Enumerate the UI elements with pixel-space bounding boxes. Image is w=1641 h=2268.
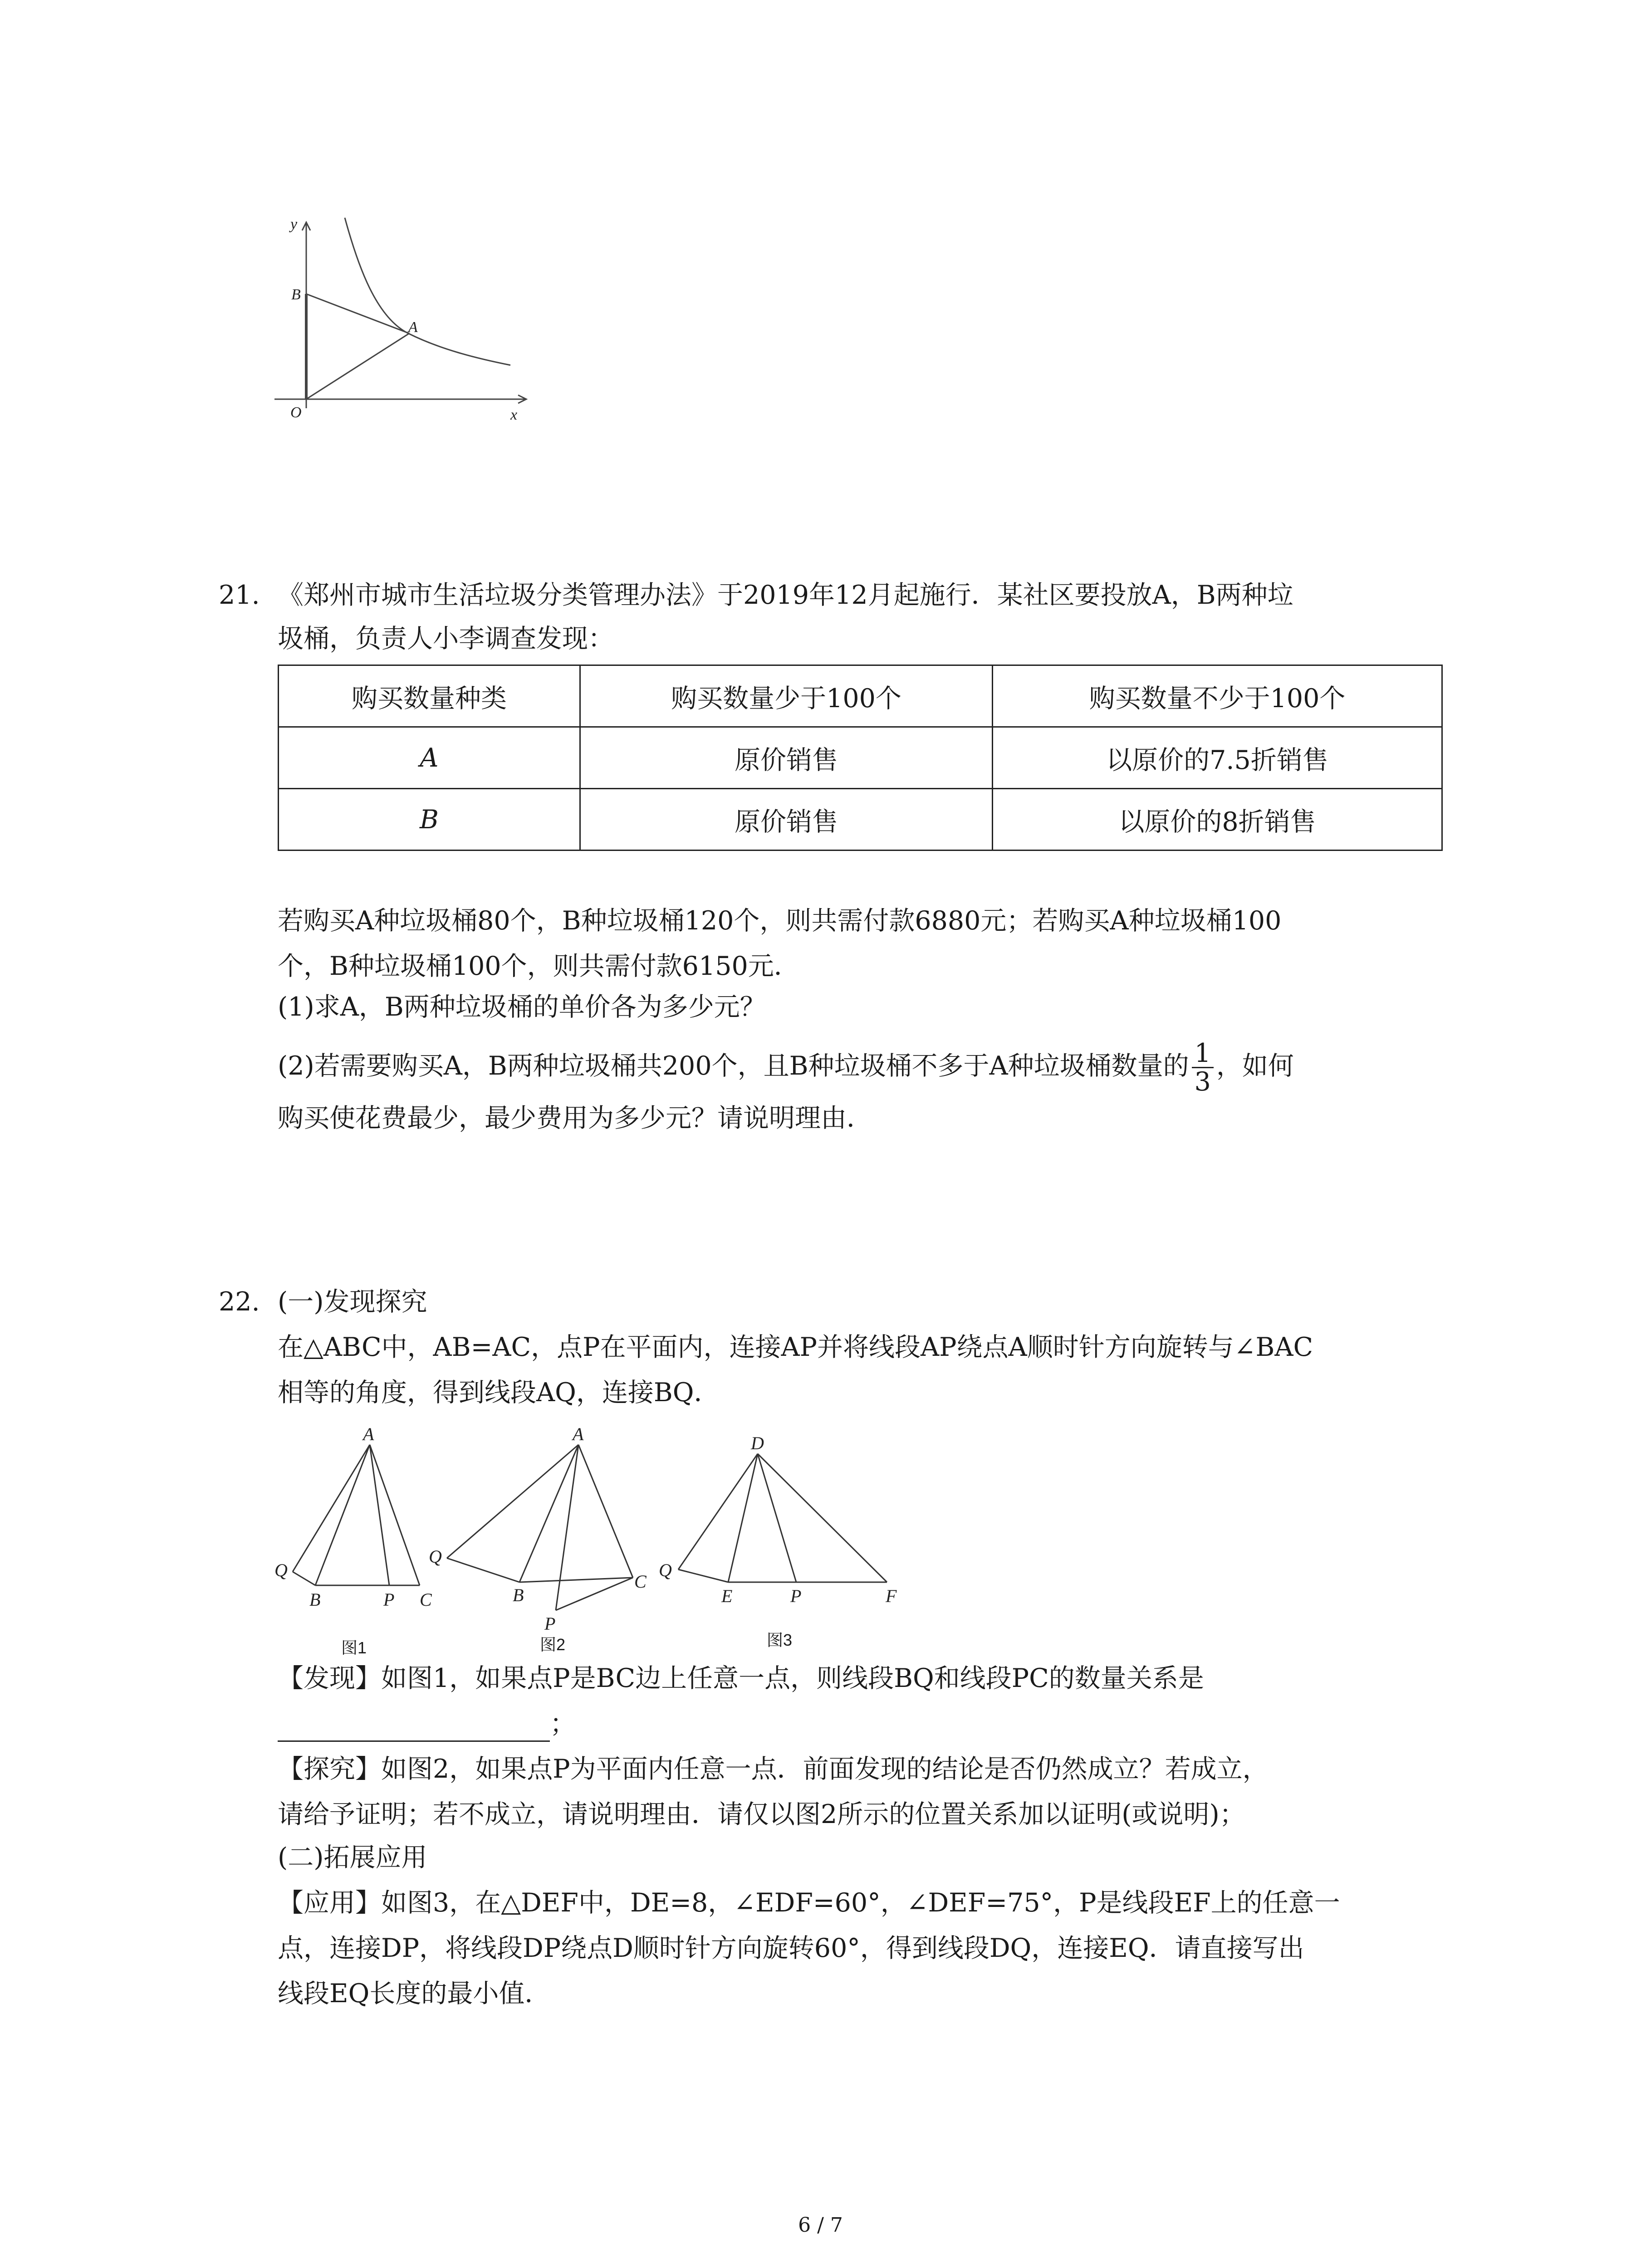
fig1-label-p: P — [383, 1589, 395, 1610]
fig3-label-q: Q — [659, 1560, 672, 1580]
question-21-part-1: (1)求A，B两种垃圾桶的单价各为多少元？ — [278, 992, 766, 1022]
table-header-cell: 购买数量少于100个 — [580, 665, 993, 727]
figures-row — [268, 1420, 926, 1637]
fig1-label-a: A — [363, 1424, 374, 1444]
table-row — [279, 727, 1442, 789]
hyperbola-graph — [263, 213, 544, 440]
fig2-label-p: P — [544, 1613, 556, 1634]
point-b-label: B — [291, 286, 301, 303]
fraction-one-third — [1192, 1040, 1214, 1095]
fig3-label-p: P — [790, 1586, 802, 1606]
figure-1 — [293, 1445, 420, 1585]
table-row — [279, 665, 1442, 727]
explore-line-2: 请给予证明；若不成立，请说明理由．请仅以图2所示的位置关系加以证明(或说明)； — [278, 1799, 1245, 1829]
figure-2-caption: 图2 — [540, 1635, 566, 1654]
x-axis-label: x — [510, 406, 518, 423]
price-table — [278, 665, 1443, 851]
fig1-label-c: C — [420, 1589, 432, 1610]
fig2-label-b: B — [513, 1585, 524, 1605]
table-row — [279, 789, 1442, 850]
fig2-label-a: A — [573, 1424, 584, 1444]
fig3-label-e: E — [721, 1586, 733, 1606]
table-header-cell: 购买数量不少于100个 — [993, 665, 1442, 727]
table-cell: 以原价的7.5折销售 — [993, 727, 1442, 789]
fraction-numerator: 1 — [1192, 1040, 1214, 1068]
table-header-cell: 购买数量种类 — [279, 665, 580, 727]
table-cell: 以原价的8折销售 — [993, 789, 1442, 850]
fig1-label-q: Q — [274, 1560, 288, 1580]
figure-3 — [678, 1454, 887, 1582]
discover-answer-line — [278, 1706, 576, 1742]
fig2-label-q: Q — [429, 1546, 442, 1567]
point-a-label: A — [408, 319, 418, 336]
question-22-heading: (一)发现探究 — [278, 1287, 427, 1317]
page-number: 6 / 7 — [798, 2214, 843, 2237]
part-2-text-end: ，如何 — [1216, 1051, 1294, 1081]
y-axis-label: y — [290, 216, 298, 233]
segment-oa — [306, 333, 409, 399]
fig2-label-c: C — [634, 1571, 647, 1592]
fig3-label-d: D — [751, 1433, 764, 1453]
apply-line-1: 【应用】如图3，在△DEF中，DE=8，∠EDF=60°，∠DEF=75°，P是线段EF上的任意一 — [278, 1888, 1340, 1918]
explore-line-1: 【探究】如图2，如果点P为平面内任意一点．前面发现的结论是否仍然成立？若成立， — [278, 1754, 1269, 1784]
fig3-label-f: F — [886, 1586, 897, 1606]
figure-3-caption: 图3 — [767, 1631, 793, 1649]
apply-line-2: 点，连接DP，将线段DP绕点D顺时针方向旋转60°，得到线段DQ，连接EQ．请直接写出 — [278, 1933, 1304, 1963]
question-22-line-1: 在△ABC中，AB=AC，点P在平面内，连接AP并将线段AP绕点A顺时针方向旋转与∠BAC — [278, 1332, 1313, 1362]
figure-1-caption: 图1 — [341, 1638, 367, 1657]
apply-line-3: 线段EQ长度的最小值． — [278, 1979, 551, 2009]
question-21-part-2-line-2: 购买使花费最少，最少费用为多少元？请说明理由． — [278, 1103, 872, 1133]
fig1-label-b: B — [309, 1589, 321, 1610]
part-2-text: (2)若需要购买A，B两种垃圾桶共200个，且B种垃圾桶不多于A种垃圾桶数量的 — [278, 1051, 1189, 1081]
question-21-number: 21. — [219, 580, 260, 610]
table-cell: A — [279, 727, 580, 789]
table-cell: 原价销售 — [580, 727, 993, 789]
question-22-number: 22. — [219, 1287, 260, 1317]
question-22-line-2: 相等的角度，得到线段AQ，连接BQ． — [278, 1378, 720, 1408]
table-cell: B — [279, 789, 580, 850]
origin-label: O — [290, 404, 302, 421]
fraction-denominator: 3 — [1194, 1067, 1211, 1097]
hyperbola-curve — [345, 218, 510, 365]
question-21-condition-1: 若购买A种垃圾桶80个，B种垃圾桶120个，则共需付款6880元；若购买A种垃圾桶100 — [278, 906, 1282, 936]
segment-ba — [306, 294, 409, 333]
discover-end: ； — [550, 1709, 576, 1739]
table-cell: 原价销售 — [580, 789, 993, 850]
question-21-line-1: 《郑州市城市生活垃圾分类管理办法》于2019年12月起施行．某社区要投放A，B两种垃 — [278, 580, 1293, 610]
answer-blank[interactable] — [278, 1713, 550, 1742]
figure-2 — [447, 1445, 633, 1610]
question-21-line-2: 圾桶，负责人小李调查发现： — [278, 624, 614, 654]
discover-text: 【发现】如图1，如果点P是BC边上任意一点，则线段BQ和线段PC的数量关系是 — [278, 1663, 1204, 1693]
extension-heading: (二)拓展应用 — [278, 1843, 427, 1872]
question-21-condition-2: 个，B种垃圾桶100个，则共需付款6150元． — [278, 951, 800, 981]
question-21-part-2 — [278, 1039, 1294, 1095]
